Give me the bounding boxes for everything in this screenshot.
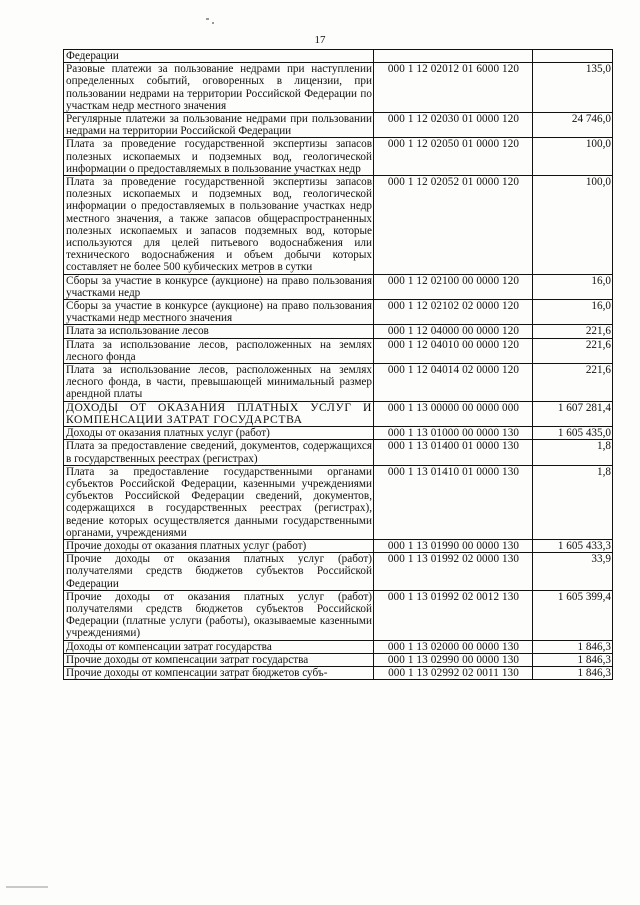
page-number: 17 bbox=[314, 34, 326, 46]
table-row bbox=[64, 553, 613, 591]
row-budget-code: 000 1 13 02990 00 0000 130 bbox=[374, 653, 533, 666]
table-row bbox=[64, 338, 613, 363]
row-amount: 1 605 433,3 bbox=[533, 539, 613, 552]
row-description: Прочие доходы от оказания платных услуг (работ) получателями средств бюджетов субъектов Российской Федерации bbox=[64, 553, 374, 591]
row-budget-code: 000 1 12 04010 00 0000 120 bbox=[374, 338, 533, 363]
row-amount bbox=[533, 50, 613, 63]
row-amount: 1,8 bbox=[533, 440, 613, 465]
row-amount: 24 746,0 bbox=[533, 113, 613, 138]
row-budget-code: 000 1 12 02050 01 0000 120 bbox=[374, 138, 533, 176]
table-row bbox=[64, 138, 613, 176]
row-budget-code: 000 1 12 04000 00 0000 120 bbox=[374, 325, 533, 338]
table-row bbox=[64, 465, 613, 539]
row-amount: 33,9 bbox=[533, 553, 613, 591]
table-row bbox=[64, 300, 613, 325]
scan-speck bbox=[212, 22, 214, 24]
row-description: Прочие доходы от оказания платных услуг (работ) bbox=[64, 539, 374, 552]
row-amount: 1 846,3 bbox=[533, 640, 613, 653]
row-amount: 16,0 bbox=[533, 274, 613, 299]
table-row bbox=[64, 325, 613, 338]
row-amount: 16,0 bbox=[533, 300, 613, 325]
row-description: Федерации bbox=[64, 50, 374, 63]
scan-edge-mark bbox=[6, 886, 48, 888]
scan-speck bbox=[206, 18, 209, 20]
row-description: Сборы за участие в конкурсе (аукционе) на право пользования участками недр местного значения bbox=[64, 300, 374, 325]
table-row bbox=[64, 113, 613, 138]
row-description: Сборы за участие в конкурсе (аукционе) на право пользования участками недр bbox=[64, 274, 374, 299]
row-budget-code: 000 1 12 04014 02 0000 120 bbox=[374, 364, 533, 402]
row-budget-code: 000 1 13 01992 02 0000 130 bbox=[374, 553, 533, 591]
table-row bbox=[64, 427, 613, 440]
table-row bbox=[64, 440, 613, 465]
row-description: Плата за предоставление сведений, документов, содержащихся в государственных реестрах (регистрах) bbox=[64, 440, 374, 465]
row-amount: 100,0 bbox=[533, 138, 613, 176]
table-row bbox=[64, 176, 613, 275]
row-budget-code: 000 1 12 02102 02 0000 120 bbox=[374, 300, 533, 325]
table-row bbox=[64, 364, 613, 402]
table-row bbox=[64, 539, 613, 552]
table-row bbox=[64, 590, 613, 640]
row-description: ДОХОДЫ ОТ ОКАЗАНИЯ ПЛАТНЫХ УСЛУГ И КОМПЕНСАЦИИ ЗАТРАТ ГОСУДАРСТВА bbox=[64, 401, 374, 426]
row-description: Плата за предоставление государственными органами субъектов Российской Федерации, казенными учреждениями субъектов Российской Федерации сведений, документов, содержащихся в государственных реестрах (регистрах), ведение которых осуществляется данными государственными органами, учреждениями bbox=[64, 465, 374, 539]
row-budget-code: 000 1 12 02052 01 0000 120 bbox=[374, 176, 533, 275]
row-amount: 221,6 bbox=[533, 364, 613, 402]
row-budget-code: 000 1 13 01990 00 0000 130 bbox=[374, 539, 533, 552]
row-description: Прочие доходы от оказания платных услуг (работ) получателями средств бюджетов субъектов Российской Федерации (платные услуги (работы), оказываемые казенными учреждениями) bbox=[64, 590, 374, 640]
row-budget-code: 000 1 13 01000 00 0000 130 bbox=[374, 427, 533, 440]
table-row bbox=[64, 50, 613, 63]
row-budget-code: 000 1 13 01400 01 0000 130 bbox=[374, 440, 533, 465]
revenue-table bbox=[63, 49, 613, 680]
row-description: Разовые платежи за пользование недрами при наступлении определенных событий, оговоренных в лицензии, при пользовании недрами на территории Российской Федерации по участкам недр местного значения bbox=[64, 63, 374, 113]
row-amount: 1,8 bbox=[533, 465, 613, 539]
row-amount: 1 846,3 bbox=[533, 666, 613, 679]
row-amount: 1 605 399,4 bbox=[533, 590, 613, 640]
row-budget-code: 000 1 13 01410 01 0000 130 bbox=[374, 465, 533, 539]
row-amount: 221,6 bbox=[533, 325, 613, 338]
row-budget-code: 000 1 13 02000 00 0000 130 bbox=[374, 640, 533, 653]
table-row bbox=[64, 640, 613, 653]
row-description: Прочие доходы от компенсации затрат государства bbox=[64, 653, 374, 666]
row-description: Доходы от компенсации затрат государства bbox=[64, 640, 374, 653]
row-budget-code: 000 1 13 01992 02 0012 130 bbox=[374, 590, 533, 640]
row-description: Плата за использование лесов bbox=[64, 325, 374, 338]
row-budget-code: 000 1 12 02030 01 0000 120 bbox=[374, 113, 533, 138]
table-row bbox=[64, 653, 613, 666]
row-budget-code bbox=[374, 50, 533, 63]
row-description: Прочие доходы от компенсации затрат бюджетов субъ- bbox=[64, 666, 374, 679]
row-budget-code: 000 1 12 02012 01 6000 120 bbox=[374, 63, 533, 113]
row-amount: 221,6 bbox=[533, 338, 613, 363]
row-description: Плата за проведение государственной экспертизы запасов полезных ископаемых и подземных вод, геологической информации о предоставляемых в пользование участках недр местного значения, а также запасов общераспространенных полезных ископаемых и запасов подземных вод, которые используются для целей питьевого водоснабжения или технического водоснабжения и объем добычи которых составляет не более 500 кубических метров в сутки bbox=[64, 176, 374, 275]
row-description: Плата за использование лесов, расположенных на землях лесного фонда, в части, превышающей минимальный размер арендной платы bbox=[64, 364, 374, 402]
row-amount: 100,0 bbox=[533, 176, 613, 275]
row-budget-code: 000 1 13 02992 02 0011 130 bbox=[374, 666, 533, 679]
table-row bbox=[64, 274, 613, 299]
row-amount: 1 607 281,4 bbox=[533, 401, 613, 426]
row-description: Регулярные платежи за пользование недрами при пользовании недрами на территории Российской Федерации bbox=[64, 113, 374, 138]
row-amount: 135,0 bbox=[533, 63, 613, 113]
row-amount: 1 605 435,0 bbox=[533, 427, 613, 440]
row-description: Плата за использование лесов, расположенных на землях лесного фонда bbox=[64, 338, 374, 363]
row-description: Доходы от оказания платных услуг (работ) bbox=[64, 427, 374, 440]
table-row bbox=[64, 666, 613, 679]
row-budget-code: 000 1 12 02100 00 0000 120 bbox=[374, 274, 533, 299]
row-amount: 1 846,3 bbox=[533, 653, 613, 666]
table-row bbox=[64, 401, 613, 426]
row-budget-code: 000 1 13 00000 00 0000 000 bbox=[374, 401, 533, 426]
row-description: Плата за проведение государственной экспертизы запасов полезных ископаемых и подземных вод, геологической информации о предоставляемых в пользование участках недр bbox=[64, 138, 374, 176]
revenue-table-body bbox=[64, 50, 613, 680]
table-row bbox=[64, 63, 613, 113]
